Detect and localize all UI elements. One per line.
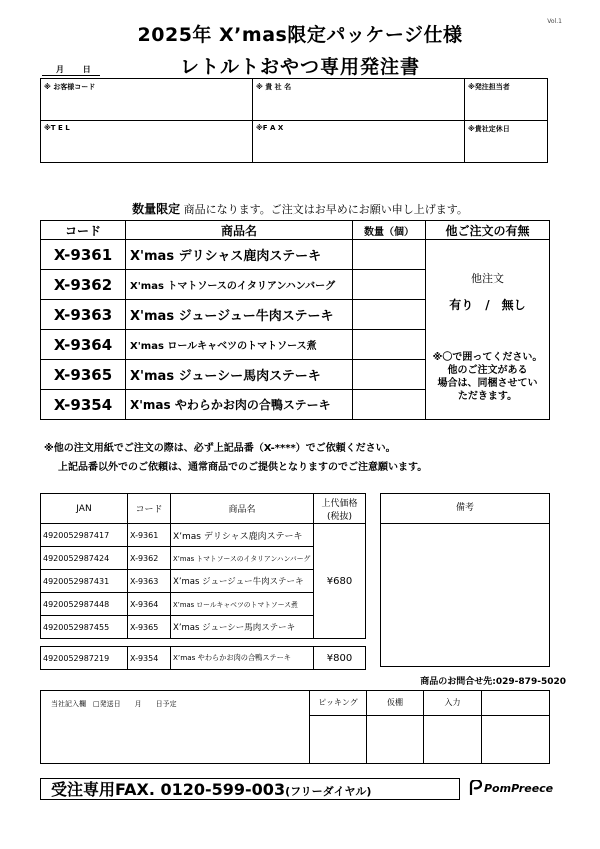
order-person-field[interactable]: ※発注担当者 [465, 79, 548, 121]
table-row [41, 647, 366, 670]
order-code: X-9363 [41, 300, 126, 330]
karitana-label: 仮棚 [367, 691, 423, 716]
order-header-code: コード [41, 221, 126, 240]
prod-header-name: 商品名 [171, 494, 314, 524]
product-name: X’mas ロールキャベツのトマトソース煮 [171, 593, 314, 616]
quantity-input[interactable] [353, 360, 426, 390]
prod-header-code: コード [128, 494, 171, 524]
page-title: 2025年 X’mas限定パッケージ仕様 [137, 24, 463, 46]
fax-field[interactable]: ※F A X [253, 121, 465, 163]
other-order-cell[interactable] [426, 240, 550, 420]
other-order-note: ※〇で囲ってください。 他のご注文がある 場合は、同梱させてい ただきます。 [432, 352, 543, 402]
order-note-1: ※他の注文用紙でご注文の際は、必ず上記品番（X-****）でご依頼ください。 [44, 443, 396, 454]
order-row [41, 240, 550, 270]
holiday-field[interactable]: ※貴社定休日 [465, 121, 548, 163]
picking-cell[interactable] [309, 691, 366, 763]
prod-header-price: 上代価格 (税抜) [314, 494, 366, 524]
quantity-input[interactable] [353, 390, 426, 420]
order-product-name: X'mas ロールキャベツのトマトソース煮 [126, 330, 353, 360]
jan-code: 4920052987417 [41, 524, 128, 547]
order-header-qty: 数量（個） [353, 221, 426, 240]
order-note-2: 上記品番以外でのご依頼は、通常商品でのご提供となりますのでご注意願います。 [58, 462, 428, 473]
picking-label: ピッキング [310, 691, 366, 716]
version-label: Vol.1 [547, 18, 562, 25]
quantity-input[interactable] [353, 270, 426, 300]
karitana-cell[interactable] [366, 691, 423, 763]
intro-bold: 数量限定 [132, 202, 181, 216]
office-use-box [40, 690, 550, 764]
month-label: 月 [56, 65, 64, 74]
input-label: 入力 [424, 691, 481, 716]
company-logo [468, 780, 553, 796]
jan-code: 4920052987448 [41, 593, 128, 616]
other-order-options[interactable]: 有り / 無し [449, 298, 526, 312]
order-header-name: 商品名 [126, 221, 353, 240]
order-product-name: X'mas やわらかお肉の合鴨ステーキ [126, 390, 353, 420]
order-table [40, 220, 550, 420]
pompreece-logo-icon [468, 780, 482, 796]
table-row [41, 524, 366, 547]
intro-text [0, 200, 600, 217]
order-product-name: X'mas デリシャス鹿肉ステーキ [126, 240, 353, 270]
tel-field[interactable]: ※T E L [41, 121, 253, 163]
stamp-cell[interactable] [481, 691, 550, 763]
contact-info: 商品のお問合せ先:029-879-5020 [420, 677, 566, 687]
order-code: X-9365 [41, 360, 126, 390]
day-label: 日 [82, 65, 91, 74]
company-name-field[interactable]: ※ 貴 社 名 [253, 79, 465, 121]
quantity-input[interactable] [353, 240, 426, 270]
jan-code: 4920052987424 [41, 547, 128, 570]
product-name: X’mas デリシャス鹿肉ステーキ [171, 524, 314, 547]
free-dial-label: (フリーダイヤル) [285, 785, 372, 798]
order-product-name: X'mas トマトソースのイタリアンハンバーグ [126, 270, 353, 300]
quantity-input[interactable] [353, 300, 426, 330]
input-cell[interactable] [423, 691, 481, 763]
order-code: X-9362 [41, 270, 126, 300]
remarks-box[interactable] [380, 493, 550, 667]
product-code: X-9361 [128, 524, 171, 547]
product-price: ¥680 [314, 524, 366, 639]
product-info-table [40, 493, 366, 639]
remarks-label: 備考 [381, 494, 549, 524]
page-subtitle: レトルトおやつ専用発注書 [179, 56, 420, 78]
logo-text: PomPreece [484, 781, 554, 795]
fax-footer [40, 778, 460, 800]
product-code: X-9362 [128, 547, 171, 570]
product-price: ¥800 [314, 647, 366, 670]
customer-code-field[interactable]: ※ お客様コード [41, 79, 253, 121]
intro-rest: 商品になります。ご注文はお早めにお願い申し上げます。 [180, 203, 468, 216]
product-code: X-9363 [128, 570, 171, 593]
order-code: X-9361 [41, 240, 126, 270]
product-name: X’mas ジュージュー牛肉ステーキ [171, 570, 314, 593]
order-code: X-9364 [41, 330, 126, 360]
customer-info-table [40, 78, 548, 163]
product-code: X-9364 [128, 593, 171, 616]
jan-code: 4920052987219 [41, 647, 128, 670]
prod-header-jan: JAN [41, 494, 128, 524]
order-header-other: 他ご注文の有無 [426, 221, 550, 240]
jan-code: 4920052987431 [41, 570, 128, 593]
order-product-name: X'mas ジューシー馬肉ステーキ [126, 360, 353, 390]
jan-code: 4920052987455 [41, 616, 128, 639]
quantity-input[interactable] [353, 330, 426, 360]
product-code: X-9354 [128, 647, 171, 670]
fax-number: 受注専用FAX. 0120-599-003 [51, 780, 286, 799]
office-use-label: 当社記入欄 □発送日 月 日予定 [51, 700, 177, 708]
other-order-label: 他注文 [471, 272, 504, 285]
product-info-extra-table [40, 646, 366, 670]
product-code: X-9365 [128, 616, 171, 639]
product-name: X’mas ジューシー馬肉ステーキ [171, 616, 314, 639]
product-name: X’mas やわらかお肉の合鴨ステーキ [171, 647, 314, 670]
order-product-name: X'mas ジュージュー牛肉ステーキ [126, 300, 353, 330]
product-name: X’mas トマトソースのイタリアンハンバーグ [171, 547, 314, 570]
date-field[interactable] [42, 64, 100, 76]
order-code: X-9354 [41, 390, 126, 420]
